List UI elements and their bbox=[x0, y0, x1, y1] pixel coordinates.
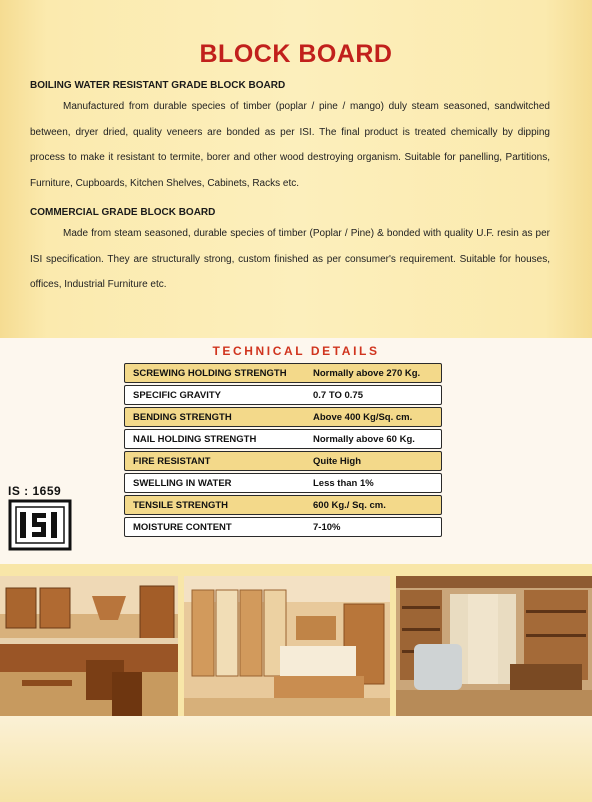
spec-value: Above 400 Kg/Sq. cm. bbox=[313, 411, 413, 423]
table-row bbox=[124, 517, 442, 537]
table-row bbox=[124, 429, 442, 449]
section-body-commercial: Made from steam seasoned, durable species of timber (Poplar / Pine) & bonded with quality U.F. resin as per ISI specification. They are structurally strong, custom finished as per consumer's requirement. Suitable for houses, offices, Industrial Furniture etc. bbox=[30, 228, 550, 290]
spec-value: Quite High bbox=[313, 455, 362, 467]
table-row bbox=[124, 451, 442, 471]
table-row bbox=[124, 473, 442, 493]
spec-label: SPECIFIC GRAVITY bbox=[133, 389, 221, 401]
spec-label: MOISTURE CONTENT bbox=[133, 521, 232, 533]
living-room-photo bbox=[396, 576, 592, 716]
spec-label: SWELLING IN WATER bbox=[133, 477, 232, 489]
isi-mark-icon bbox=[8, 499, 72, 556]
page-title: BLOCK BOARD bbox=[199, 40, 393, 68]
spec-label: NAIL HOLDING STRENGTH bbox=[133, 433, 257, 445]
section-heading-boiling-water: BOILING WATER RESISTANT GRADE BLOCK BOARD bbox=[30, 80, 286, 91]
spec-value: 7-10% bbox=[313, 521, 341, 533]
section-body-boiling-water: Manufactured from durable species of timber (poplar / pine / mango) duly steam seasoned, sandwitched between, dryer dried, quality veneers are bonded as per ISI. The final product is treated chemically by dipping process to make it resistant to termite, borer and other wood destroying organism. Suitable for panelling, Partitions, Furniture, Cupboards, Kitchen Shelves, Cabinets, Racks etc. bbox=[30, 101, 550, 189]
spec-value: Less than 1% bbox=[313, 477, 374, 489]
table-row bbox=[124, 385, 442, 405]
table-row bbox=[124, 407, 442, 427]
spec-value: 600 Kg./ Sq. cm. bbox=[313, 499, 386, 511]
spec-label: SCREWING HOLDING STRENGTH bbox=[133, 367, 287, 379]
spec-label: TENSILE STRENGTH bbox=[133, 499, 229, 511]
spec-value: 0.7 TO 0.75 bbox=[313, 389, 363, 401]
spec-value: Normally above 60 Kg. bbox=[313, 433, 415, 445]
bedroom-photo bbox=[184, 576, 390, 716]
photo-strip bbox=[0, 576, 592, 716]
is-standard-label: IS : 1659 bbox=[8, 484, 62, 498]
spec-value: Normally above 270 Kg. bbox=[313, 367, 421, 379]
technical-details-title: TECHNICAL DETAILS bbox=[212, 344, 380, 358]
bedroom-interior-image bbox=[184, 576, 390, 716]
spec-label: FIRE RESISTANT bbox=[133, 455, 211, 467]
section-heading-commercial: COMMERCIAL GRADE BLOCK BOARD bbox=[30, 207, 216, 218]
technical-details-table bbox=[124, 363, 442, 539]
spec-label: BENDING STRENGTH bbox=[133, 411, 232, 423]
kitchen-photo bbox=[0, 576, 178, 716]
table-row bbox=[124, 495, 442, 515]
living-room-interior-image bbox=[396, 576, 592, 716]
table-row bbox=[124, 363, 442, 383]
bottom-panel bbox=[0, 716, 592, 802]
kitchen-interior-image bbox=[0, 576, 178, 716]
